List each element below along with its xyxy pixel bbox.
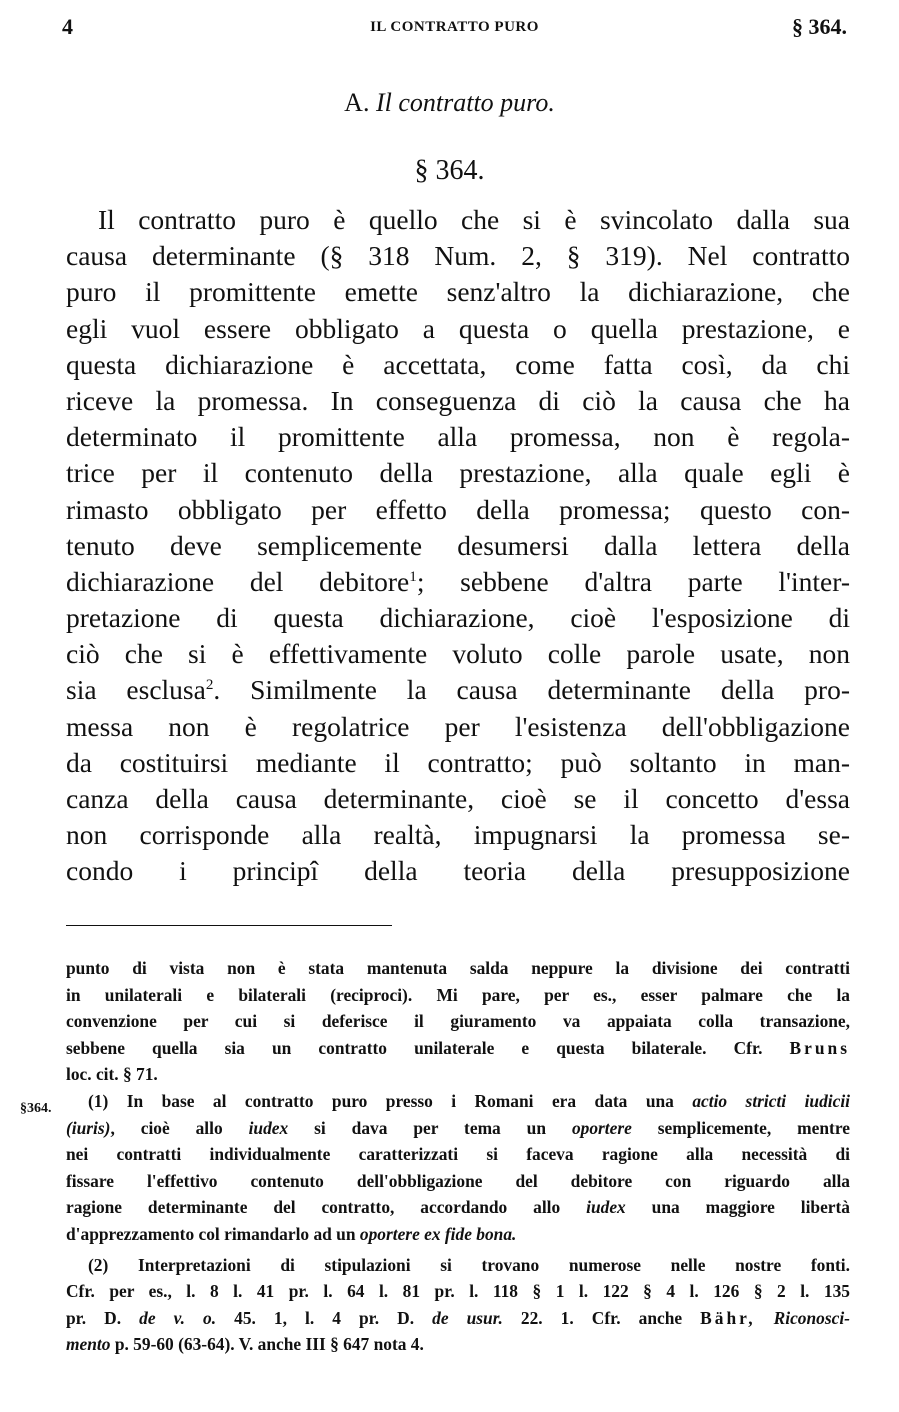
body-line-text: sia esclusa [66,674,206,706]
footnote-text: 22. 1. Cfr. anche [520,1307,683,1328]
footnote-text: pr. D. [66,1307,122,1328]
latin-term: oportere ex fide bona. [359,1223,517,1244]
body-line: tenuto deve semplicemente desumersi dalla lettera della [66,529,850,561]
body-line: ciò che si è effettivamente voluto colle parole usate, non [66,638,850,670]
page-number: 4 [62,14,73,39]
body-line [66,564,850,600]
body-line: non corrisponde alla realtà, impugnarsi la promessa se- [66,819,850,851]
body-line: da costituirsi mediante il contratto; può soltanto in man- [66,746,850,778]
body-line: trice per il contenuto della prestazione, alla quale egli è [66,457,850,489]
book-title: mento [66,1334,111,1355]
footnote-line: in unilaterali e bilaterali (reciproci). Mi pare, per es., esser palmare che la [66,984,850,1005]
section-heading [0,88,899,118]
author-name: Bruns [789,1037,850,1058]
footnote-text: (1) In base al contratto puro presso i Romani era data una [88,1090,674,1111]
footnote-2-line [66,1331,850,1358]
footnote-ref-1: 1 [409,569,417,586]
footnote-text: , cioè allo [110,1117,223,1138]
author-name: Bähr, [700,1307,756,1328]
body-line: Il contratto puro è quello che si è svincolato dalla sua [98,204,850,235]
section-number: § 364. [414,155,485,186]
footnote-line: loc. cit. § 71. [66,1064,158,1085]
footnote-text: si dava per tema un [314,1117,547,1138]
footnote-text: 45. 1, l. 4 pr. D. [234,1307,415,1328]
footnote-text: p. 59-60 (63-64). V. anche III § 647 nota 4. [114,1334,424,1355]
body-line: rimasto obbligato per effetto della promessa; questo con- [66,493,850,525]
running-section-ref: § 364. [792,14,847,39]
latin-term: de usur. [432,1307,503,1328]
body-line: egli vuol essere obbligato a questa o quella prestazione, e [66,312,850,344]
body-line-text: . Similmente la causa determinante della pro- [213,674,850,706]
footnote-1-line: nei contratti individualmente caratterizzati si faceva ragione alla necessità di [66,1144,850,1165]
footnote-1-line [66,1194,850,1221]
body-line: messa non è regolatrice per l'esistenza dell'obbligazione [66,710,850,742]
running-head [62,14,847,46]
heading-letter: A. [344,88,370,117]
footnote-text: d'apprezzamento col rimandarlo ad un [66,1223,356,1244]
latin-term: oportere [571,1117,632,1138]
body-line: determinato il promittente alla promessa, non è regola- [66,421,850,453]
body-line-text: dichiarazione del debitore [66,565,410,597]
body-line-text: ; sebbene d'altra parte l'inter- [416,565,850,597]
footnote-2-line: Cfr. per es., l. 8 l. 41 pr. l. 64 l. 81 pr. l. 118 § 1 l. 122 § 4 l. 126 § 2 l. 135 [66,1281,850,1302]
footnote-1-line [66,1221,850,1248]
body-line: causa determinante (§ 318 Num. 2, § 319). Nel contratto [66,240,850,272]
footnote-text: semplicemente, mentre [657,1117,850,1138]
latin-term: (iuris) [66,1117,111,1138]
latin-term: iudex [586,1197,626,1218]
body-paragraph [66,202,850,890]
footnote-ref-2: 2 [205,677,214,694]
footnote-2-line: (2) Interpretazioni di stipulazioni si trovano numerose nelle nostre fonti. [88,1254,850,1275]
body-line [66,672,850,708]
latin-term: iudex [248,1117,289,1138]
footnote-text: una maggiore libertà [651,1197,851,1218]
latin-term: actio stricti iudicii [692,1090,850,1111]
margin-section-mark: §364. [20,1101,52,1116]
body-line: condo i principî della teoria della presupposizione [66,855,850,887]
footnote-1-line: fissare l'effettivo contenuto dell'obbligazione del debitore con riguardo alla [66,1170,850,1191]
footnote-line [66,1035,850,1062]
latin-term: de v. o. [139,1307,217,1328]
footnotes [66,955,850,1358]
body-line: questa dichiarazione è accettata, come fatta così, da chi [66,348,850,380]
body-line: riceve la promessa. In conseguenza di ciò la causa che ha [66,384,850,416]
footnote-2-line [66,1305,850,1332]
footnote-line: convenzione per cui si deferisce il giuramento va appaiata colla transazione, [66,1011,850,1032]
book-title: Riconosci- [773,1307,850,1328]
footnote-text: sebbene quella sia un contratto unilaterale e questa bilaterale. Cfr. [66,1037,763,1058]
running-title: IL CONTRATTO PURO [370,19,539,35]
footnote-line: punto di vista non è stata mantenuta salda neppure la divisione dei contratti [66,958,850,978]
heading-title: Il contratto puro. [375,88,555,117]
footnote-1-line [66,1088,850,1115]
footnote-1-line [66,1115,850,1142]
body-line: canza della causa determinante, cioè se il concetto d'essa [66,783,850,814]
footnote-divider [66,925,392,926]
body-line: puro il promittente emette senz'altro la dichiarazione, che [66,276,850,308]
body-line: pretazione di questa dichiarazione, cioè l'esposizione di [66,602,850,634]
footnote-text: ragione determinante del contratto, accordando allo [66,1197,561,1218]
